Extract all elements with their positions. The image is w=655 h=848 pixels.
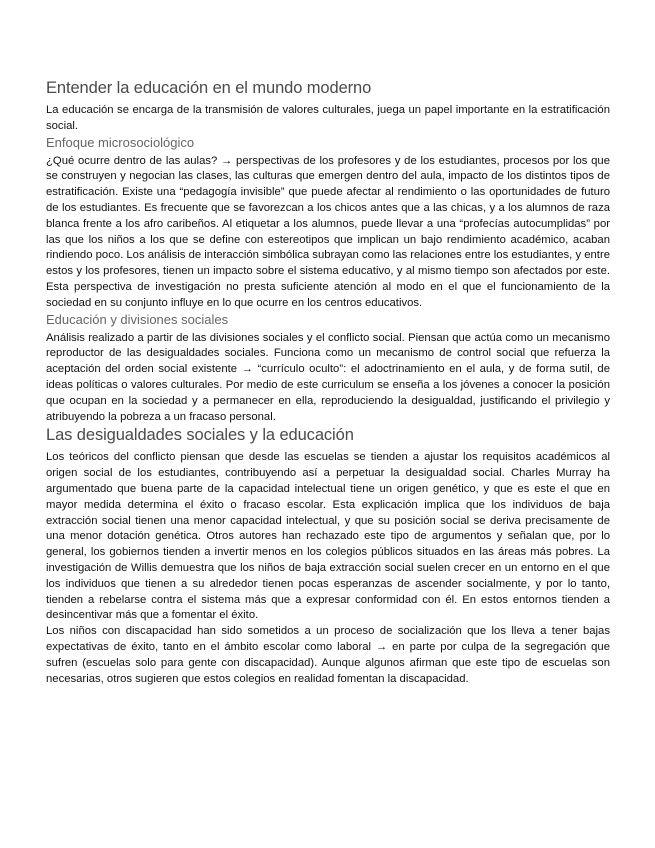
subsection-title-microsociological: Enfoque microsociológico: [46, 134, 195, 150]
microsociological-paragraph: ¿Qué ocurre dentro de las aulas? → perspectivas de los profesores y de los estudiantes, procesos por los que se construyen y negocian las clases, las culturas que emergen dentro del aula, impacto de los distintos tipos de estratificación. Existe una “pedagogía invisible” que puede afectar al rendimiento o las oportunidades de futuro de los estudiantes. Es frecuente que se favorezcan a los chicos antes que a las chicas, y a los alumnos de raza blanca frente a los afro caribeños. Al etiquetar a los alumnos, puede llevar a una “profecías autocumplidas” por las que los niños a los que se define con estereotipos que implican un bajo rendimiento académico, acaban rindiendo poco. Los análisis de interacción simbólica subrayan como las relaciones entre los estudiantes, y entre estos y los profesores, tienen un impacto sobre el sistema educativo, y al mismo tiempo son afectados por este. Esta perspectiva de investigación no presta suficiente atención al modo en el que el funcionamiento de la sociedad en su conjunto influye en lo que ocurre en los centros educativos.: [46, 154, 610, 309]
section-title-social-inequalities: Las desigualdades sociales y la educación: [46, 426, 354, 445]
subsection-title-social-divisions: Educación y divisiones sociales: [46, 311, 229, 327]
inequalities-paragraph-2: Los niños con discapacidad han sido sometidos a un proceso de socialización que los lleva a tener bajas expectativas de éxito, tanto en el ámbito escolar como laboral → en parte por culpa de la segregación que sufren (escuelas solo para gente con discapacidad). Aunque algunos afirman que este tipo de escuelas son necesarias, otros sugieren que estos colegios en realidad fomentan la discapacidad.: [46, 625, 610, 685]
intro-paragraph: La educación se encarga de la transmisión de valores culturales, juega un papel importante en la estratificación social.: [46, 104, 610, 132]
section-title-modern-education: Entender la educación en el mundo moderno: [46, 79, 372, 97]
social-divisions-paragraph: Análisis realizado a partir de las divisiones sociales y el conflicto social. Piensan que actúa como un mecanismo reproductor de las desigualdades sociales. Funciona como un mecanismo de control social que refuerza la aceptación del orden social existente → “currículo oculto”: el adoctrinamiento en el aula, y de forma sutil, de ideas políticas o valores culturales. Por medio de este curriculum se enseña a los jóvenes a conocer la posición que ocupan en la sociedad y a permanecer en ella, reproduciendo la desigualdad, justificando el privilegio y atribuyendo la pobreza a un fracaso personal.: [46, 331, 610, 423]
document-page: [46, 78, 610, 687]
inequalities-paragraph-1: Los teóricos del conflicto piensan que desde las escuelas se tienden a ajustar los requisitos académicos al origen social de los estudiantes, contribuyendo así a perpetuar la desigualdad social. Charles Murray ha argumentado que buena parte de la capacidad intelectual tiene un origen genético, y que es este el que en mayor medida determina el éxito o fracaso escolar. Esta explicación implica que los individuos de baja extracción social tienen una menor capacidad intelectual, y que su posición social se deriva precisamente de una menor dotación genética. Otros autores han rechazado este tipo de argumentos y señalan que, por lo general, los gobiernos tienden a invertir menos en los colegios públicos situados en las áreas más pobres. La investigación de Willis demuestra que los niños de baja extracción social suelen crecer en un entorno en el que los individuos que tienen a su alrededor tienen pocas esperanzas de ascender socialmente, y por lo tanto, tienden a rebelarse contra el sistema más que a expresar conformidad con él. En estos entornos tienden a desincentivar más que a fomentar el éxito.: [46, 451, 610, 622]
